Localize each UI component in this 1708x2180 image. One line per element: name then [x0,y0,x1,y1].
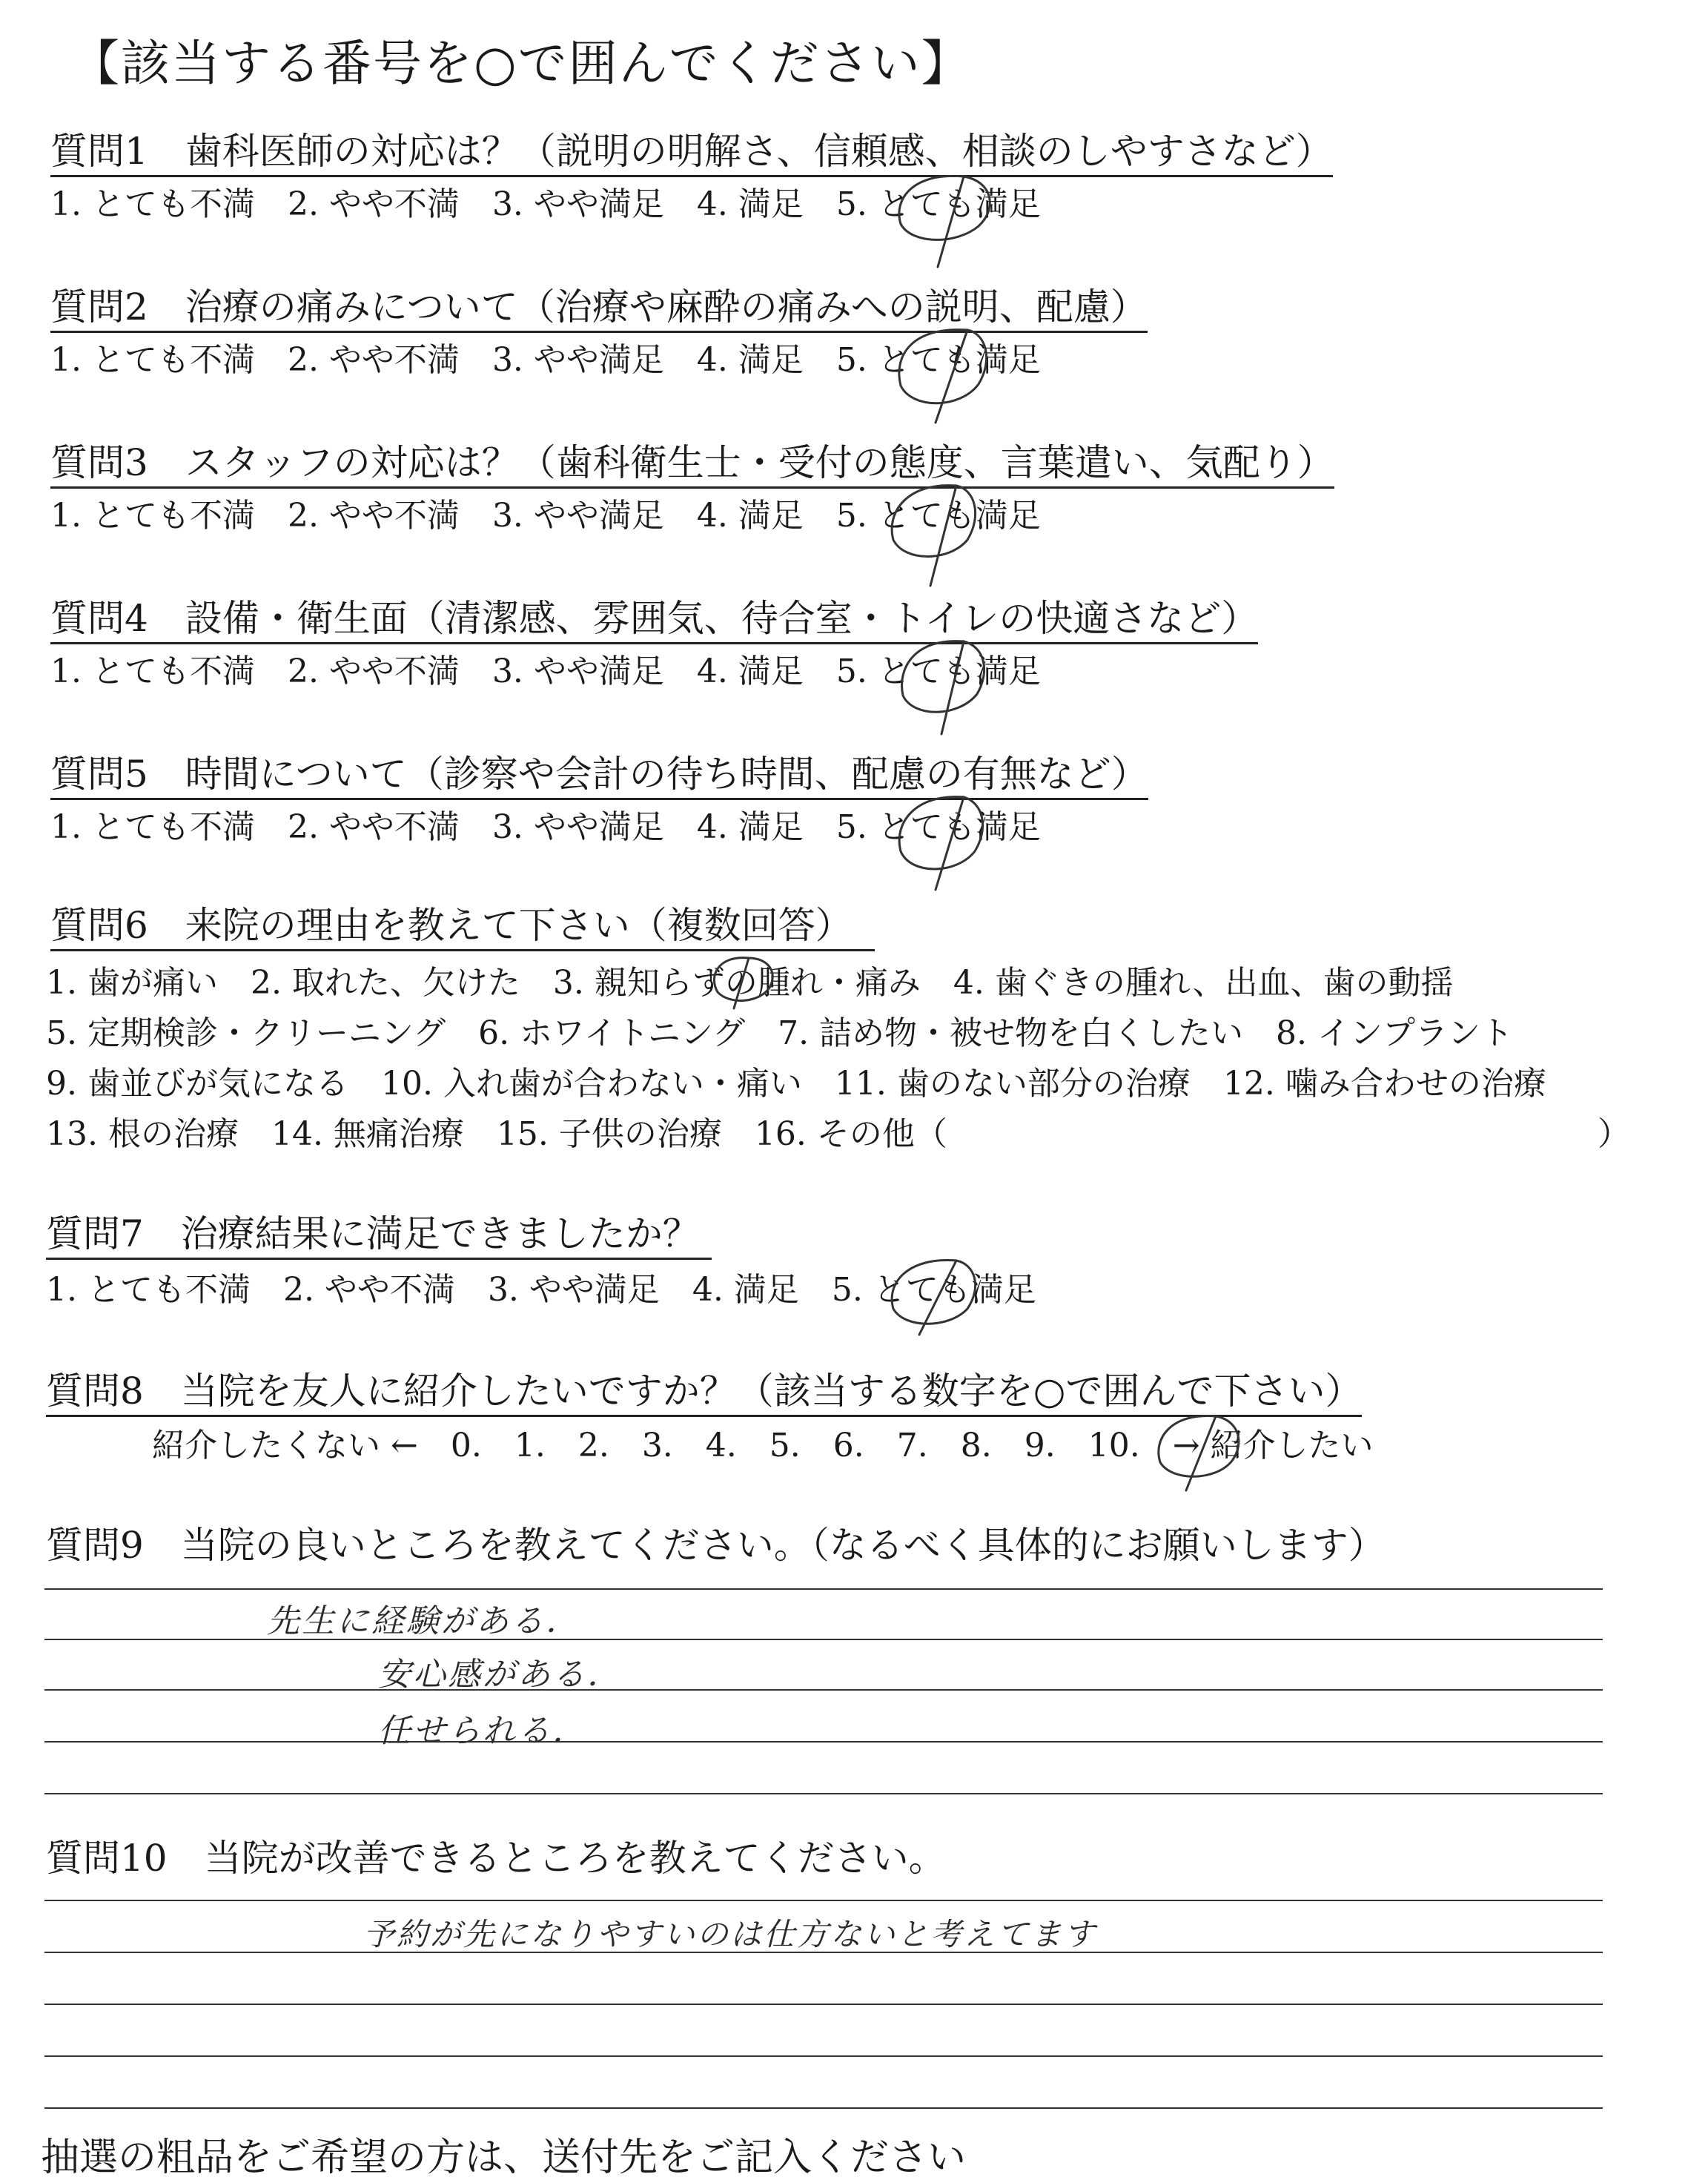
question-6-heading: 質問6 来院の理由を教えて下さい（複数回答） [50,903,875,951]
option-3[interactable]: 3. やや満足 [491,653,664,690]
footer-note: 抽選の粗品をご希望の方は、送付先をご記入ください [41,2136,967,2180]
scale-right-label: → 紹介したい [1172,1427,1374,1464]
scale-10[interactable]: 10. [1088,1427,1140,1464]
answer-line [44,1793,1603,1794]
scale-1[interactable]: 1. [514,1427,546,1464]
option-4[interactable]: 4. 満足 [696,341,804,379]
question-1-options[interactable] [50,184,1073,225]
scale-8[interactable]: 8. [960,1427,992,1464]
scale-7[interactable]: 7. [896,1427,928,1464]
option-5[interactable]: 5. とても満足 [835,341,1041,379]
q9-answer-2[interactable]: 安心感がある． [378,1656,622,1694]
question-8-heading: 質問8 当院を友人に紹介したいですか？（該当する数字を○で囲んで下さい） [46,1369,1362,1417]
option-5[interactable]: 5. とても満足 [835,185,1041,223]
option-3[interactable]: 3. やや満足 [491,808,664,846]
question-4-heading: 質問4 設備・衛生面（清潔感、雰囲気、待合室・トイレの快適さなど） [50,596,1258,644]
q10-answer-1[interactable]: 予約が先になりやすいのは仕方ないと考えてます [363,1916,1098,1952]
question-6-other-close: ） [1598,1115,1630,1153]
question-5-options[interactable] [50,807,1073,848]
answer-line [44,2107,1603,2109]
question-3-heading: 質問3 スタッフの対応は？（歯科衛生士・受付の態度、言葉遣い、気配り） [50,440,1334,489]
question-3-options[interactable] [50,495,1073,537]
option-3[interactable]: 3. やや満足 [491,185,664,223]
answer-line [44,2055,1603,2057]
scale-0[interactable]: 0. [450,1427,482,1464]
option-4[interactable]: 4. 満足 [696,497,804,535]
answer-line [44,1900,1603,1901]
scale-2[interactable]: 2. [577,1427,609,1464]
question-7-options[interactable] [46,1269,1069,1311]
question-6-row-1[interactable]: 1. 歯が痛い 2. 取れた、欠けた 3. 親知らずの腫れ・痛み 4. 歯ぐきの腫れ、出血、歯の動揺 [46,964,1454,1002]
question-9-heading: 質問9 当院の良いところを教えてください。（なるべく具体的にお願いします） [46,1524,1386,1567]
option-2[interactable]: 2. やや不満 [287,653,460,690]
question-10-heading: 質問10 当院が改善できるところを教えてください。 [46,1837,946,1880]
answer-line [44,1588,1603,1590]
scale-5[interactable]: 5. [769,1427,801,1464]
question-2-options[interactable] [50,340,1073,381]
option-4[interactable]: 4. 満足 [696,653,804,690]
question-6-row-3[interactable]: 9. 歯並びが気になる 10. 入れ歯が合わない・痛い 11. 歯のない部分の治療 12. 噛み合わせの治療 [46,1065,1546,1103]
answer-line [44,1689,1603,1691]
option-2[interactable]: 2. やや不満 [287,341,460,379]
option-5[interactable]: 5. とても満足 [835,497,1041,535]
option-4[interactable]: 4. 満足 [696,185,804,223]
question-2-heading: 質問2 治療の痛みについて（治療や麻酔の痛みへの説明、配慮） [50,285,1148,333]
answer-line [44,2004,1603,2005]
question-4-options[interactable] [50,651,1073,693]
scale-4[interactable]: 4. [705,1427,737,1464]
option-5[interactable]: 5. とても満足 [831,1271,1036,1309]
answer-line [44,1741,1603,1743]
option-2[interactable]: 2. やや不満 [287,497,460,535]
option-4[interactable]: 4. 満足 [696,808,804,846]
option-1[interactable]: 1. とても不満 [50,497,255,535]
option-3[interactable]: 3. やや満足 [491,341,664,379]
q9-answer-3[interactable]: 任せられる． [378,1712,587,1750]
question-1-heading: 質問1 歯科医師の対応は？（説明の明解さ、信頼感、相談のしやすさなど） [50,129,1333,177]
question-5-heading: 質問5 時間について（診察や会計の待ち時間、配慮の有無など） [50,752,1148,800]
option-5[interactable]: 5. とても満足 [835,653,1041,690]
option-1[interactable]: 1. とても不満 [50,185,255,223]
option-4[interactable]: 4. 満足 [692,1271,799,1309]
q9-answer-1[interactable]: 先生に経験がある． [267,1602,580,1640]
question-6-row-4[interactable]: 13. 根の治療 14. 無痛治療 15. 子供の治療 16. その他（ [46,1115,947,1153]
scale-3[interactable]: 3. [641,1427,673,1464]
scale-left-label: 紹介したくない ← [152,1427,418,1464]
option-1[interactable]: 1. とても不満 [50,808,255,846]
option-5[interactable]: 5. とても満足 [835,808,1041,846]
option-3[interactable]: 3. やや満足 [487,1271,660,1309]
scale-9[interactable]: 9. [1024,1427,1056,1464]
option-1[interactable]: 1. とても不満 [46,1271,251,1309]
option-1[interactable]: 1. とても不満 [50,341,255,379]
option-2[interactable]: 2. やや不満 [287,808,460,846]
option-3[interactable]: 3. やや満足 [491,497,664,535]
option-2[interactable]: 2. やや不満 [282,1271,455,1309]
option-2[interactable]: 2. やや不満 [287,185,460,223]
scale-6[interactable]: 6. [833,1427,864,1464]
question-7-heading: 質問7 治療結果に満足できましたか？ [46,1212,712,1260]
option-1[interactable]: 1. とても不満 [50,653,255,690]
question-6-row-2[interactable]: 5. 定期検診・クリーニング 6. ホワイトニング 7. 詰め物・被せ物を白くしたい 8. インプラント [46,1014,1514,1052]
form-title: 【該当する番号を○で囲んでください】 [70,35,972,92]
question-8-scale[interactable] [152,1425,1374,1467]
